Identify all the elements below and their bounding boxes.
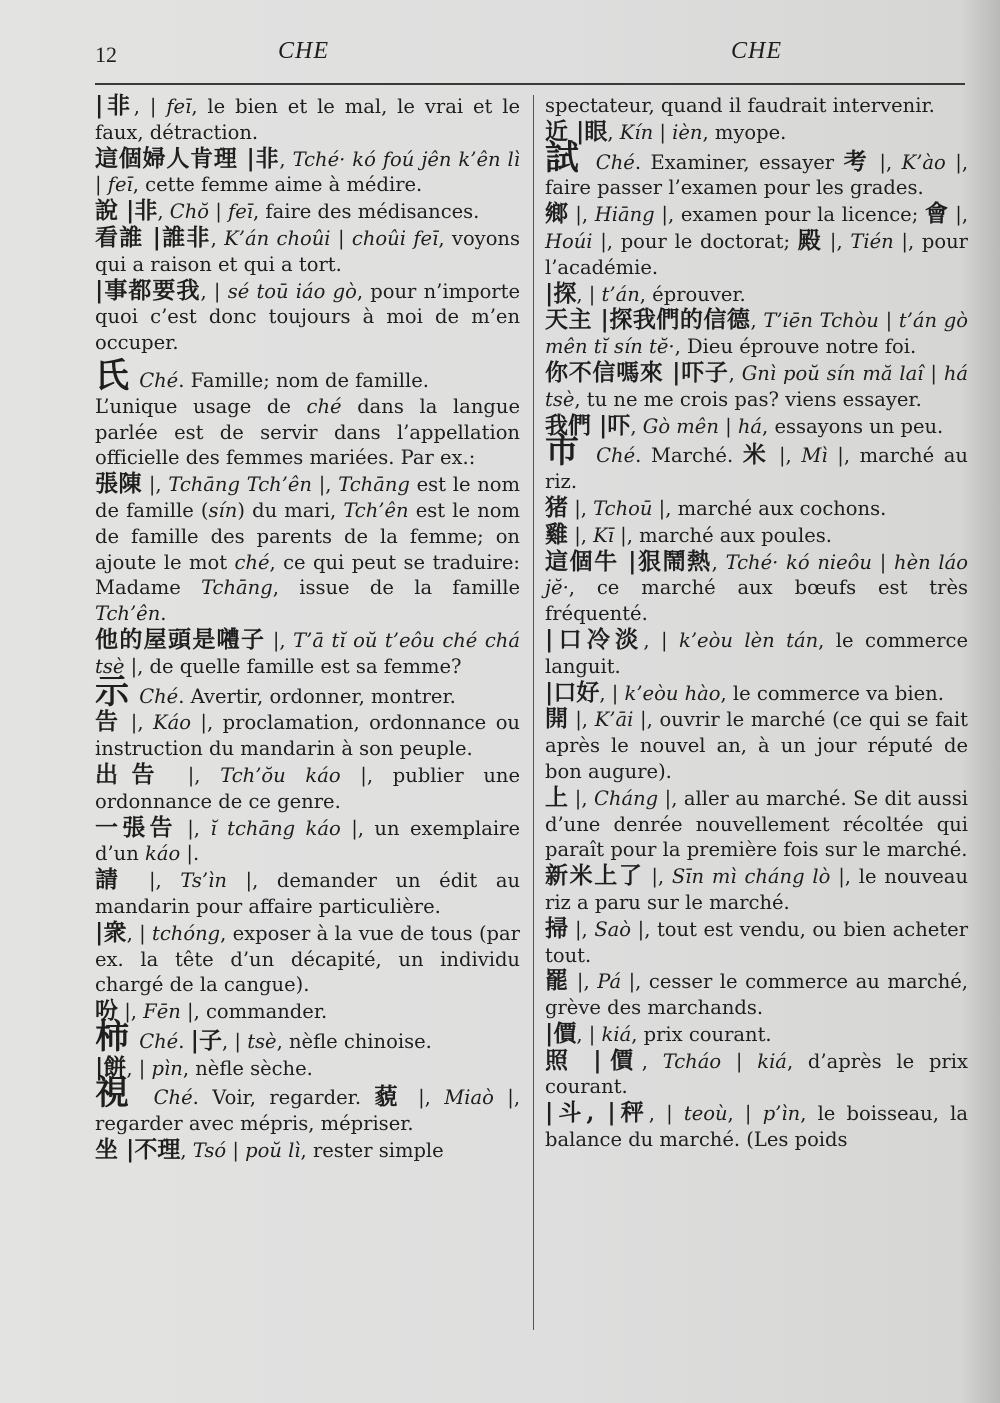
dictionary-entry: 一張告 |, ĭ tchāng káo |, un exemplaire d’un káo |. (95, 813, 520, 866)
dictionary-entry: 張陳 |, Tchāng Tch’ên |, Tchāng est le nom de famille (sín) du mari, Tch’ên est le nom de famille des parents de la femme; on ajoute le mot ché, ce qui peut se traduire: Madame Tchāng, issue de la famille Tch’ên. (95, 470, 521, 626)
dictionary-entry: |探, | t’án, éprouver. (545, 279, 746, 307)
dictionary-entry: 他的屋頭是𡅏子 |, T’ā tĭ oŭ t’eôu ché chá tsè |, de quelle famille est sa femme? (95, 625, 520, 678)
dictionary-entry: 市 Ché. Marché. 米 |, Mì |, marché au riz. (545, 431, 968, 494)
dictionary-entry: 試 Ché. Examiner, essayer 考 |, K’ào |, faire passer l’examen pour les grades. (545, 137, 969, 200)
dictionary-entry: 照 |價, Tcháo | kiá, d’après le prix courant. (545, 1046, 968, 1099)
dictionary-entry: |價, | kiá, prix courant. (545, 1019, 772, 1047)
dictionary-entry: 看誰 |誰非, K’án choûi | choûi feī, voyons qui a raison et qui a tort. (95, 223, 521, 276)
dictionary-entry: 吩 |, Fēn |, commander. (95, 997, 328, 1025)
dictionary-entry: 這個牛 |狠鬧熱, Tché· kó nieôu | hèn láo jĕ·, ce marché aux bœufs est très fréquenté. (545, 547, 969, 626)
column-divider (533, 95, 534, 1330)
left-column (95, 93, 520, 1164)
dictionary-entry: 上 |, Cháng |, aller au marché. Se dit aussi d’une denrée nouvellement récoltée qui paraît pour la première fois sur le marché. (545, 783, 968, 862)
dictionary-entry: |衆, | tchóng, exposer à la vue de tous (par ex. la tête d’un décapité, un individu chargé de la cangue). (95, 918, 520, 997)
dictionary-entry: 坐 |不理, Tsó | poŭ lì, rester simple (95, 1136, 444, 1164)
dictionary-entry: |餅, | pìn, nèfle sèche. (95, 1053, 313, 1081)
dictionary-entry: 說 |非, Chŏ | feī, faire des médisances. (95, 197, 480, 225)
dictionary-entry: 近 |眼, Kín | ièn, myope. (545, 117, 787, 145)
dictionary-entry: 請 |, Ts’ìn |, demander un édit au mandarin pour affaire particulière. (95, 866, 521, 918)
dictionary-entry: 告 |, Káo |, proclamation, ordonnance ou instruction du mandarin à son peuple. (95, 708, 520, 761)
dictionary-entry: 天主 |探我們的信德, T’iēn Tchòu | t’án gò mên tĭ sín tĕ·, Dieu éprouve notre foi. (545, 306, 969, 359)
dictionary-entry: spectateur, quand il faudrait intervenir. (545, 94, 935, 117)
dictionary-entry: 視 Ché. Voir, regarder. 藐 |, Miaò |, regarder avec mépris, mépriser. (95, 1073, 521, 1136)
left-running-title: CHE (278, 38, 329, 64)
dictionary-entry: 氏 Ché. Famille; nom de famille. (95, 355, 429, 396)
right-column (545, 93, 968, 1153)
header-rule (95, 83, 965, 85)
dictionary-entry: |斗, |秤, | teoù, | p’ìn, le boisseau, la balance du marché. (Les poids (545, 1099, 968, 1152)
dictionary-entry: 罷 |, Pá |, cesser le commerce au marché, grève des marchands. (545, 967, 968, 1020)
dictionary-entry: 示 Ché. Avertir, ordonner, montrer. (95, 671, 456, 712)
dictionary-entry: |口好, | k’eòu hào, le commerce va bien. (545, 678, 944, 706)
dictionary-entry: |口冷淡, | k’eòu lèn tán, le commerce languit. (545, 625, 968, 678)
dictionary-entry: 掃 |, Saò |, tout est vendu, ou bien acheter tout. (545, 914, 969, 967)
dictionary-entry: 你不信嗎來 |吓子, Gnì poŭ sín mă laî | há tsè, tu ne me crois pas? viens essayer. (545, 358, 969, 411)
dictionary-entry: |非, | feī, le bien et le mal, le vrai et le faux, détraction. (95, 92, 520, 144)
running-header (95, 38, 965, 78)
dictionary-entry: 雞 |, Kī |, marché aux poules. (545, 520, 832, 548)
dictionary-entry: 我們 |吓, Gò mên | há, essayons un peu. (545, 411, 944, 439)
dictionary-entry: 這個婦人肯理 |非, Tché· kó foú jên k’ên lì | feī, cette femme aime à médire. (95, 144, 521, 197)
dictionary-entry: 開 |, K’āi |, ouvrir le marché (ce qui se fait après le nouvel an, à un jour réputé de bon augure). (545, 705, 968, 783)
dictionary-entry: 新米上了 |, Sīn mì cháng lò |, le nouveau riz a paru sur le marché. (545, 862, 968, 914)
dictionary-entry: 柿 Ché. |子, | tsè, nèfle chinoise. (95, 1016, 432, 1057)
dictionary-entry: 出告 |, Tch’ŏu káo |, publier une ordonnance de ce genre. (95, 760, 521, 813)
dictionary-entry: 鄉 |, Hiāng |, examen pour la licence; 會 |, Hoúi |, pour le doctorat; 殿 |, Tién |, pour l’académie. (545, 200, 969, 279)
dictionary-entry: L’unique usage de ché dans la langue parlée est de servir dans l’appellation officielle des femmes mariées. Par ex.: (95, 394, 520, 470)
right-running-title: CHE (731, 38, 782, 64)
dictionary-entry: 猪 |, Tchoū |, marché aux cochons. (545, 493, 887, 521)
dictionary-entry: |事都要我, | sé toū iáo gò, pour n’importe quoi c’est donc toujours à moi de m’en occuper. (95, 276, 521, 355)
page-number: 12 (95, 42, 117, 67)
